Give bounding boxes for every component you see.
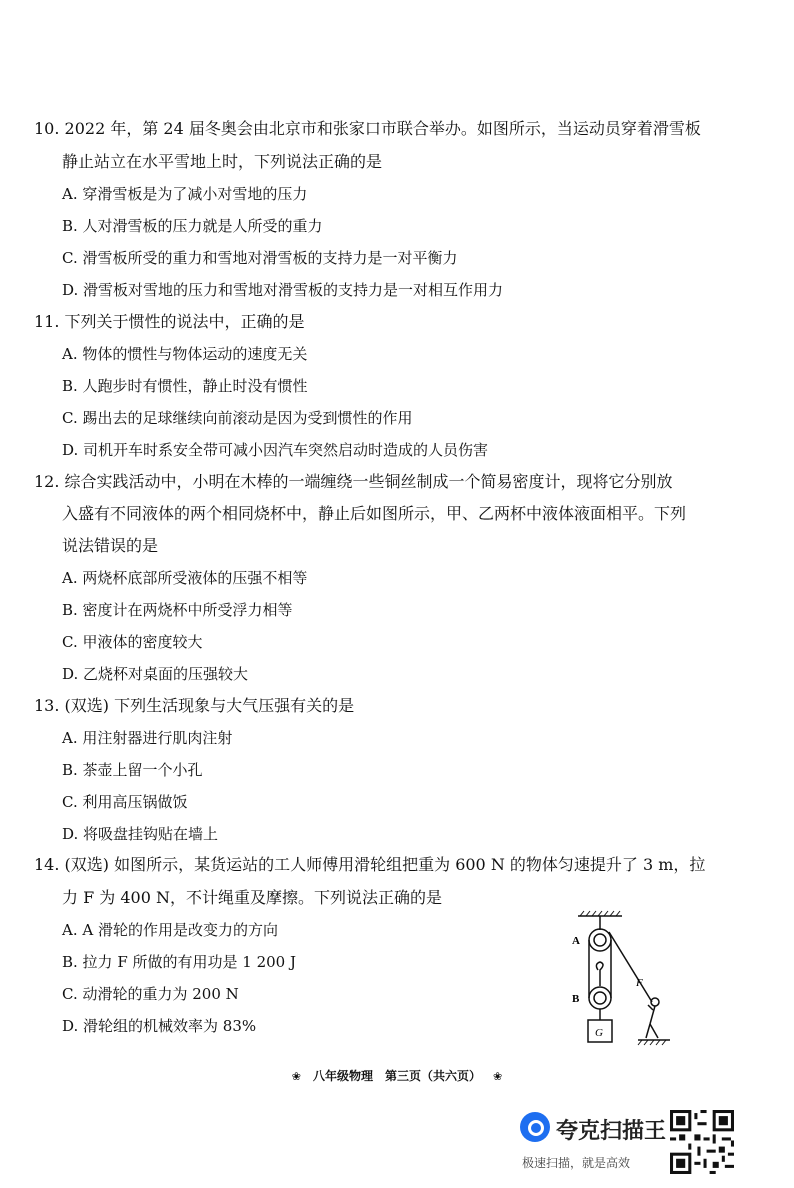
option-b: B. 密度计在两烧杯中所受浮力相等: [62, 601, 293, 619]
footer-text: 八年级物理 第三页（共六页）: [312, 1069, 481, 1083]
option-d: D. 将吸盘挂钩贴在墙上: [62, 825, 219, 843]
flower-icon: ❀: [493, 1070, 503, 1083]
question-stem: 静止站立在水平雪地上时，下列说法正确的是: [62, 152, 383, 171]
label-g: G: [595, 1027, 603, 1039]
label-a: A: [572, 935, 580, 947]
worker-head: [651, 998, 659, 1006]
option-b: B. 人对滑雪板的压力就是人所受的重力: [62, 217, 323, 235]
option-c: C. 动滑轮的重力为 200 N: [62, 985, 239, 1003]
option-c: C. 甲液体的密度较大: [62, 633, 203, 651]
option-b: B. 茶壶上留一个小孔: [62, 761, 203, 779]
question-stem: 说法错误的是: [62, 536, 159, 555]
option-b: B. 拉力 F 所做的有用功是 1 200 J: [62, 953, 296, 971]
option-d: D. 滑轮组的机械效率为 83%: [62, 1017, 257, 1035]
pulley-b-inner: [594, 992, 606, 1004]
worker-leg-right: [650, 1024, 658, 1038]
question-stem: 10. 2022 年，第 24 届冬奥会由北京市和张家口市联合举办。如图所示，当运动员穿着滑雪板: [34, 119, 701, 138]
scanner-logo-icon: [520, 1112, 550, 1142]
option-d: D. 司机开车时系安全带可减小因汽车突然启动时造成的人员伤害: [62, 441, 489, 459]
option-a: A. 穿滑雪板是为了减小对雪地的压力: [62, 185, 308, 203]
worker-leg-left: [646, 1024, 650, 1038]
option-c: C. 踢出去的足球继续向前滚动是因为受到惯性的作用: [62, 409, 413, 427]
rope-pull: [609, 932, 652, 1002]
pulley-diagram: [560, 910, 680, 1050]
option-a: A. 两烧杯底部所受液体的压强不相等: [62, 569, 308, 587]
question-stem: 13. (双选) 下列生活现象与大气压强有关的是: [34, 696, 355, 715]
question-stem: 12. 综合实践活动中，小明在木棒的一端缠绕一些铜丝制成一个简易密度计，现将它分别放: [34, 472, 673, 491]
option-b: B. 人跑步时有惯性，静止时没有惯性: [62, 377, 308, 395]
option-d: D. 滑雪板对雪地的压力和雪地对滑雪板的支持力是一对相互作用力: [62, 281, 504, 299]
option-c: C. 滑雪板所受的重力和雪地对滑雪板的支持力是一对平衡力: [62, 249, 458, 267]
option-d: D. 乙烧杯对桌面的压强较大: [62, 665, 249, 683]
option-a: A. 物体的惯性与物体运动的速度无关: [62, 345, 308, 363]
pulley-b-hook: [596, 962, 603, 986]
question-stem: 力 F 为 400 N，不计绳重及摩擦。下列说法正确的是: [62, 888, 442, 907]
label-f: F: [636, 977, 643, 989]
qr-code-icon: [670, 1110, 734, 1174]
option-a: A. A 滑轮的作用是改变力的方向: [62, 921, 278, 939]
pulley-a-inner: [594, 934, 606, 946]
question-stem: 入盛有不同液体的两个相同烧杯中，静止后如图所示，甲、乙两杯中液体液面相平。下列: [62, 504, 687, 523]
pulley-b: [589, 987, 611, 1009]
option-c: C. 利用高压锅做饭: [62, 793, 188, 811]
option-a: A. 用注射器进行肌肉注射: [62, 729, 233, 747]
question-stem: 14. (双选) 如图所示，某货运站的工人师傅用滑轮组把重为 600 N 的物体匀速提升了 3 m，拉: [34, 855, 706, 874]
flower-icon: ❀: [291, 1070, 301, 1083]
label-b: B: [572, 993, 580, 1005]
scanner-slogan: 极速扫描，就是高效: [522, 1156, 631, 1170]
scanner-name: 夸克扫描王: [556, 1119, 667, 1144]
pulley-a: [589, 929, 611, 951]
question-stem: 11. 下列关于惯性的说法中，正确的是: [34, 312, 305, 331]
page-footer: [0, 1067, 794, 1084]
